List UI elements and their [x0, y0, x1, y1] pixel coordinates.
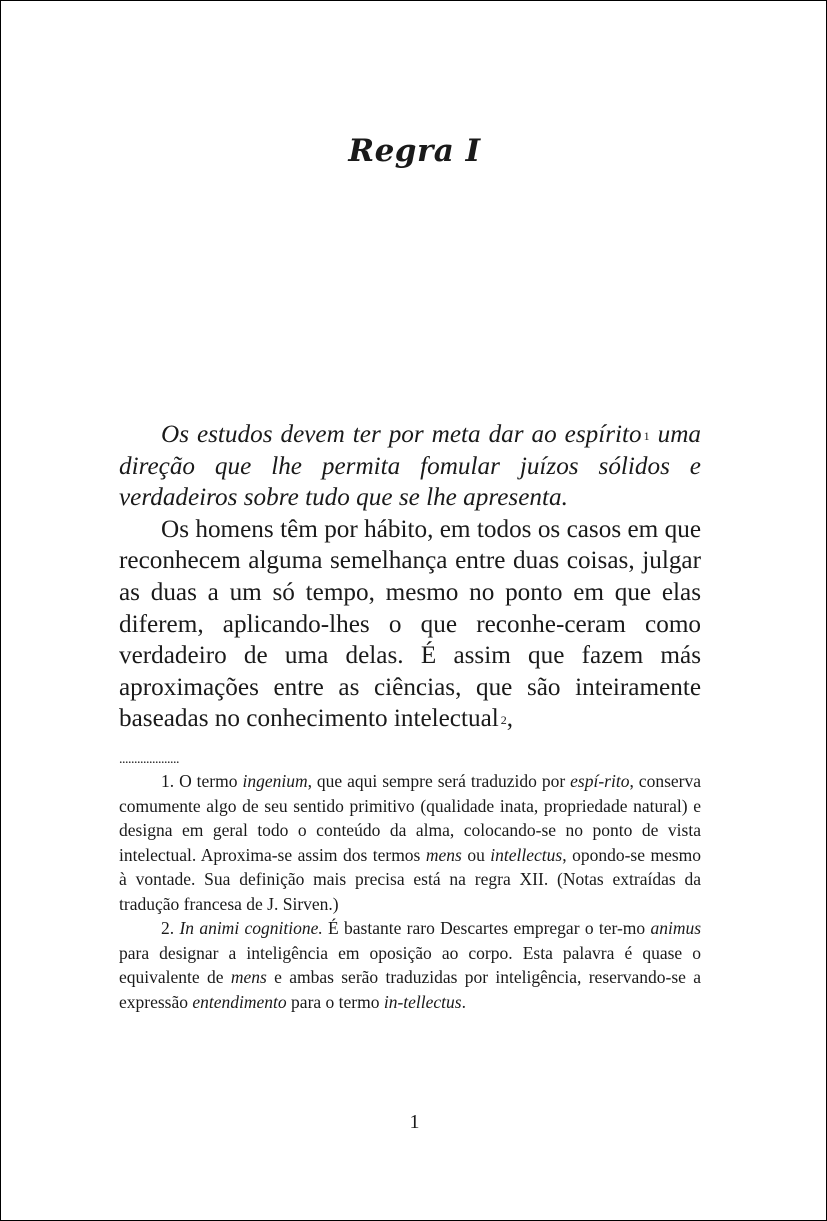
footnote-number: 1. — [161, 771, 175, 791]
paragraph — [119, 514, 701, 735]
footnote-2: 2. In animi cognitione. É bastante raro Descartes empregar o ter-mo animus para designar a inteligência em oposição ao corpo. Esta palavra é quase o equivalente de mens e ambas serão traduzidas por inteligência, reservando-se a expressão entendimento para o termo in-tellectus. — [119, 918, 702, 1012]
epigraph-text-rest: uma direção que lhe permita fomular juízos sólidos e verdadeiros sobre tudo que se lhe apresenta. — [119, 421, 702, 512]
footnote-number: 2. — [161, 918, 175, 938]
footnotes — [119, 769, 701, 1014]
footnote-separator: .................... — [119, 752, 179, 767]
paragraph-tail: , — [506, 705, 514, 733]
footnote-ref-2[interactable]: 2 — [500, 713, 507, 728]
epigraph — [119, 419, 701, 514]
footnote-1: 1. O termo ingenium, que aqui sempre será traduzido por espí-rito, conserva comumente algo de seu sentido primitivo (qualidade inata, propriedade natural) e designa em geral todo o conteúdo da alma, colocando-se no ponto de vista intelectual. Aproxima-se assim dos termos mens ou intellectus, opondo-se mesmo à vontade. Sua definição mais precisa está na regra XII. (Notas extraídas da tradução francesa de J. Sirven.) — [119, 771, 702, 914]
footnote-ref-1[interactable]: 1 — [643, 429, 650, 443]
paragraph-text: Os homens têm por hábito, em todos os casos em que reconhecem alguma semelhança entre duas coisas, julgar as duas a um só tempo, mesmo no ponto em que elas diferem, aplicando-lhes o que reconhe-ceram como verdadeiro de uma delas. É assim que fazem más aproximações entre as ciências, que são inteiramente baseadas no conhecimento intelectual — [119, 515, 701, 733]
epigraph-text: Os estudos devem ter por meta dar ao espírito — [161, 421, 642, 448]
page-number: 1 — [409, 1111, 420, 1133]
chapter-title: Regra I — [348, 133, 481, 169]
main-text — [119, 419, 701, 735]
